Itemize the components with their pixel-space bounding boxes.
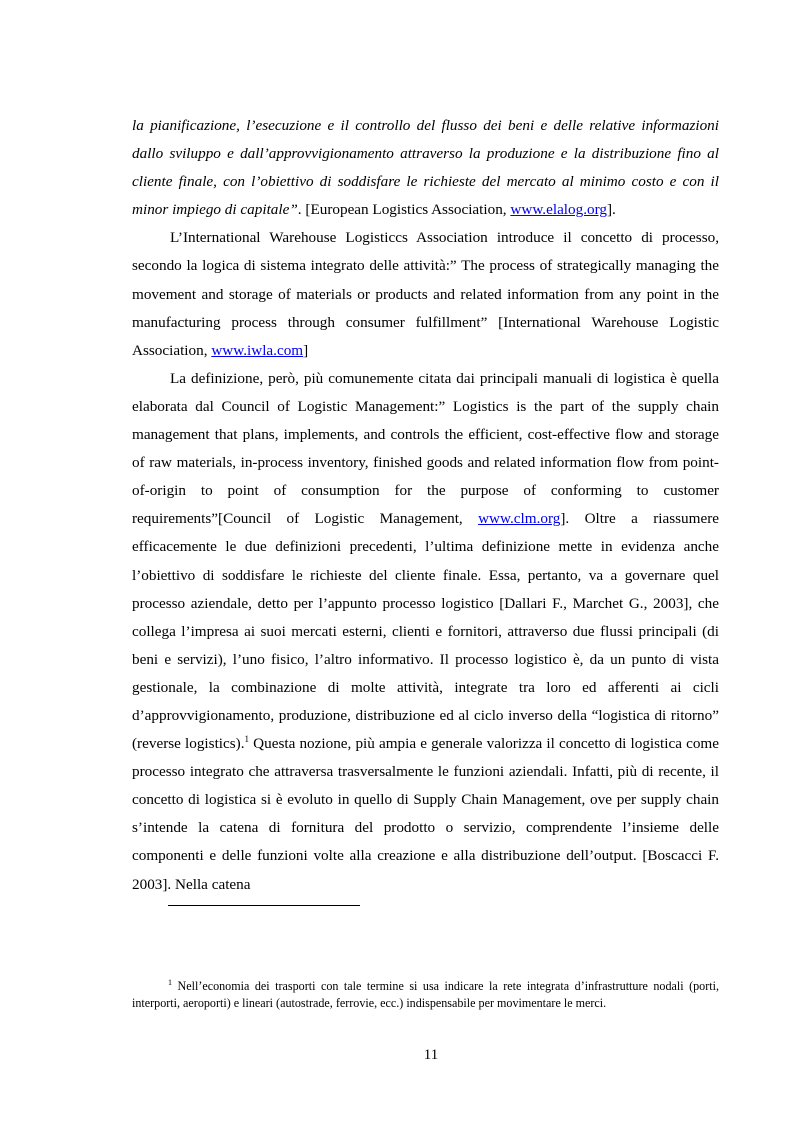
paragraph-3-text-c: Questa nozione, più ampia e generale valorizza il concetto di logistica come processo integrato che attraversa trasversalmente le funzioni aziendali. Infatti, più di recente, il concetto di logistica si è evoluto in quello di Supply Chain Management, ove per supply chain s’intende la catena di fornitura del prodotto o servizio, comprendente l’insieme delle componenti e delle funzioni volte alla creazione e alla distribuzione dell’output. [Boscacci F. 2003]. Nella catena [132, 735, 719, 893]
paragraph-3-text-b: ]. Oltre a riassumere efficacemente le due definizioni precedenti, l’ultima definizione mette in evidenza anche l’obiettivo di soddisfare le richieste del cliente finale. Essa, pertanto, va a governare quel processo aziendale, detto per l’appunto processo logistico [Dallari F., Marchet G., 2003], che collega l’impresa ai suoi mercati esterni, clienti e fornitori, attraverso due flussi principali (di beni e servizi), l’uno fisico, l’altro informativo. Il processo logistico è, da un punto di vista gestionale, la combinazione di molte attività, integrate tra loro ed afferenti ai cicli d’approvvigionamento, produzione, distribuzione ed al ciclo inverso della “logistica di ritorno” (reverse logistics). [132, 510, 719, 753]
link-clm[interactable]: www.clm.org [478, 510, 561, 528]
paragraph-2-text: L’International Warehouse Logisticcs Association introduce il concetto di processo, secondo la logica di sistema integrato delle attività:” The process of strategically managing the movement and storage of materials or products and related information from any point in the manufacturing process through consumer fulfillment” [International Warehouse Logistic Association, [132, 229, 719, 359]
paragraph-1 [132, 112, 719, 224]
citation-text: . [European Logistics Association, [297, 201, 511, 219]
page-number: 11 [423, 1047, 439, 1063]
paragraph-3 [132, 365, 719, 899]
footnote-reference[interactable]: 1 [244, 734, 250, 744]
footnote-divider [168, 905, 360, 906]
citation-close: ]. [606, 201, 616, 219]
body-text [132, 112, 719, 899]
link-iwla[interactable]: www.iwla.com [211, 341, 304, 359]
paragraph-2 [132, 224, 719, 364]
footnote-number: 1 [168, 977, 172, 987]
paragraph-3-text-a: La definizione, però, più comunemente citata dai principali manuali di logistica è quella elaborata dal Council of Logistic Management:” Logistics is the part of the supply chain management that plans, implements, and controls the efficient, cost-effective flow and storage of raw materials, in-process inventory, finished goods and related information flow from point-of-origin to point of consumption for the purpose of conforming to customer requirements”[Council of Logistic Management, [132, 369, 719, 528]
quoted-definition: la pianificazione, l’esecuzione e il controllo del flusso dei beni e delle relative informazioni dallo sviluppo e dall’approvvigionamento attraverso la produzione e la distribuzione fino al cliente finale, con l’obiettivo di soddisfare le richieste del mercato al minimo costo e con il minor impiego di capitale” [132, 117, 719, 219]
footnote-text: Nell’economia dei trasporti con tale termine si usa indicare la rete integrata d’infrastrutture nodali (porti, interporti, aeroporti) e lineari (autostrade, ferrovie, ecc.) indispensabile per movimentare le merci. [132, 979, 719, 1010]
footnote [132, 978, 719, 1012]
link-elalog[interactable]: www.elalog.org [510, 201, 607, 219]
citation-close: ] [303, 341, 309, 359]
